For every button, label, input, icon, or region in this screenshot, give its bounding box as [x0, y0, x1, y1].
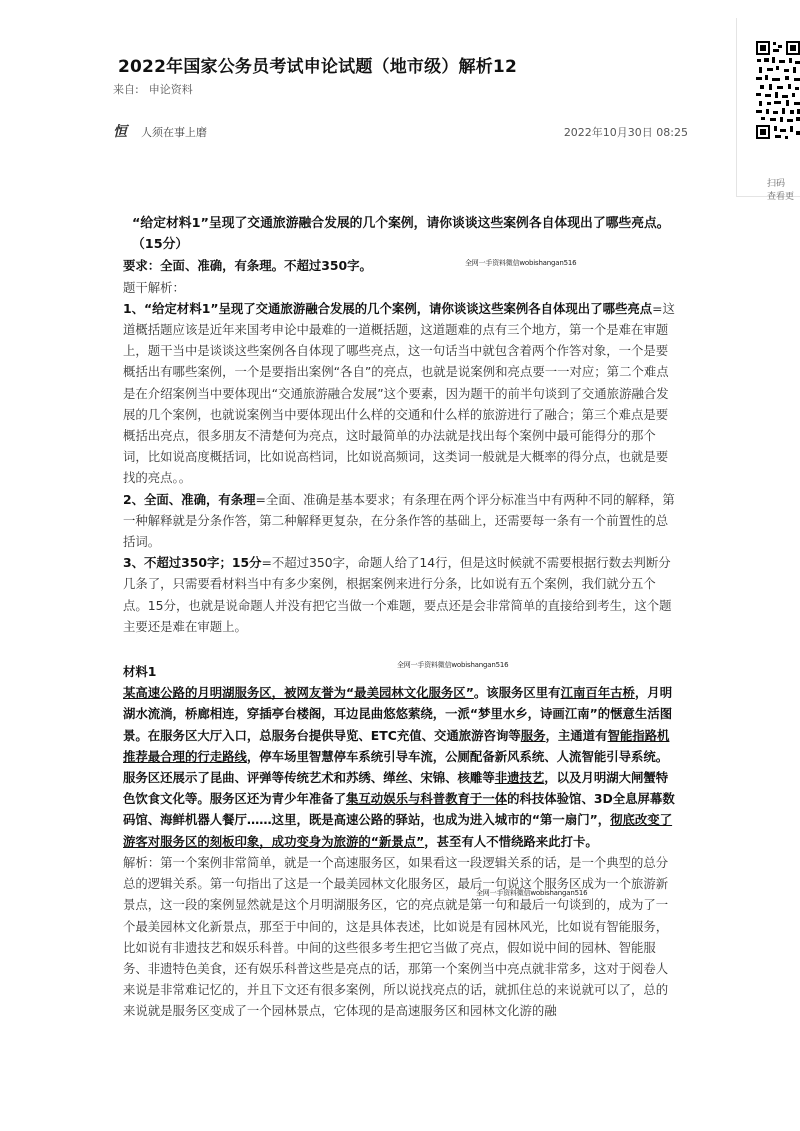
author-name[interactable]: 人须在事上磨: [141, 126, 207, 139]
source-label: 来自:: [113, 83, 139, 96]
article-body: [123, 213, 678, 1022]
watermark: 全网一手资料微信wobishangan516: [465, 259, 577, 267]
qr-code-icon[interactable]: [755, 40, 800, 140]
point-text: =全面、准确是基本要求；有条理在两个评分标准当中有两种不同的解释，第一种解释就是分条作答，第二种解释更复杂，在分条作答的基础上，还需要每一条有一个前置性的总括词。: [123, 491, 675, 550]
material-text: ，月明湖水流淌，桥廊相连，穿插亭台楼阁，耳边昆曲悠悠萦绕，一派“梦里水乡，诗画江南”的惬意生活图景。在服务区大厅入口，总服务台提供导览、ETC充值、交通旅游咨询等: [123, 685, 673, 743]
material-text: ，甚至有人不惜绕路来此打卡。: [424, 833, 598, 849]
qr-caption-line2: 查看更: [767, 192, 795, 202]
material-text: 。该服务区里有: [473, 685, 561, 701]
author-row: [113, 122, 688, 140]
material-highlight: 服务: [520, 727, 546, 743]
material-highlight: 江南百年古桥: [560, 685, 635, 701]
watermark: 全网一手资料微信wobishangan516: [476, 889, 588, 897]
publish-date: 2022年10月30日 08:25: [563, 126, 688, 139]
material-text: 的科技体验馆、3D全息屏幕数码馆、海鲜机器人餐厅……这里，既是高速公路的驿站，也成为进入城市的“第一扇门”，: [123, 791, 675, 828]
point-lead: 2、全面、准确，有条理: [123, 491, 256, 507]
analysis-point: [123, 489, 678, 553]
analysis-text: 第一个案例非常简单，就是一个高速服务区，如果看这一段逻辑关系的话，是一个典型的总分总的逻辑关系。第一句指出了这是一个最美园林文化服务区，最后一句说这个服务区成为一个旅游新景点，这一段的案例显然就是这个月明湖服务区，它的亮点就是第一句和最后一句谈到的，成为了一个最美园林文化新景点，那至于中间的，这是具体表述，比如说是有园林风光，比如说有智能服务，比如说有非遗技艺和娱乐科普。中间的这些很多考生把它当做了亮点，假如说中间的园林、智能服务、非遗特色美食，还有娱乐科普这些是亮点的话，那第一个案例当中亮点就非常多，这对于阅卷人来说是非常难记忆的，并且下文还有很多案例，所以说找亮点的话，就抓住总的来说就可以了，总的来说就是服务区变成了一个园林景点，它体现的是高速服务区和园林文化游的融: [123, 854, 669, 1019]
qr-panel: [736, 18, 800, 202]
material-highlight: 集互动娱乐与科普教育于一体: [346, 791, 508, 807]
question-heading: “给定材料1”呈现了交通旅游融合发展的几个案例，请你谈谈这些案例各自体现出了哪些亮点。（15分）: [132, 216, 670, 253]
watermark: 全网一手资料微信wobishangan516: [397, 661, 509, 669]
material-highlight: 智能指路机推荐最合理的行走路线: [123, 727, 670, 764]
analysis-point: [123, 298, 678, 489]
qr-caption-line1: 扫码: [767, 179, 786, 189]
author-avatar[interactable]: 恒: [113, 124, 127, 140]
article-source: [113, 81, 203, 97]
qr-caption: [767, 178, 794, 204]
material-highlight: 彻底改变了游客对服务区的刻板印象，成功变身为旅游的“新景点”: [123, 812, 673, 849]
point-lead: 3、不超过350字；15分: [123, 555, 262, 571]
source-name[interactable]: 申论资料: [148, 83, 193, 96]
point-text: =这道概括题应该是近年来国考申论中最难的一道概括题，这道题难的点有三个地方，第一个是难在审题上，题干当中是谈谈这些案例各自体现了哪些亮点，这一句话当中就包含着两个作答对象，一个是要概括出有哪些案例，一个是要指出案例“各自”的亮点，也就是说案例和亮点要一一对应；第二个难点是在介绍案例当中要体现出“交通旅游融合发展”这个要素，因为题干的前半句谈到了交通旅游融合发展的几个案例，也就说案例当中要体现出什么样的交通和什么样的旅游进行了融合；第三个难点是要概括出亮点，很多朋友不清楚何为亮点，这时最简单的办法就是找出每个案例中最可能得分的那个词，比如说高度概括词，比如说高档词，比如说高频词，这类词一般就是大概率的得分点，也就是要找的亮点。。: [123, 300, 675, 486]
material-text: ，停车场里智慧停车系统引导车流，公厕配备新风系统、人流智能引导系统。服务区还展示了昆曲、评弹等传统艺术和苏绣、缂丝、宋锦、核雕等: [123, 748, 669, 786]
analysis-paragraph: [123, 852, 678, 1022]
material-heading: 材料1: [123, 664, 157, 680]
material-highlight: 某高速公路的月明湖服务区，被网友誉为“最美园林文化服务区”: [123, 685, 474, 701]
point-text: =不超过350字，命题人给了14行，但是这时候就不需要根据行数去判断分几条了，只需要看材料当中有多少案例，根据案例来进行分条，比如说有五个案例，我们就分五个点。15分，也就是说命题人并没有把它当做一个难题，要点还是会非常简单的直接给到考生，这个题主要还是难在审题上。: [123, 555, 672, 634]
material-text: ，主通道有: [545, 727, 608, 743]
analysis-prefix: 解析：: [123, 854, 161, 870]
analysis-point: [123, 552, 678, 637]
material-highlight: 非遗技艺: [494, 770, 545, 786]
material-paragraph: [123, 682, 678, 852]
article-title: 2022年国家公务员考试申论试题（地市级）解析12: [118, 57, 517, 77]
material-text: ，以及月明湖大闸蟹特色饮食文化等。服务区还为青少年准备了: [123, 770, 669, 807]
analysis-label: 题干解析：: [123, 279, 185, 295]
question-requirement: 要求：全面、准确，有条理。不超过350字。: [123, 258, 372, 274]
point-lead: 1、“给定材料1”呈现了交通旅游融合发展的几个案例，请你谈谈这些案例各自体现出了哪些亮点: [123, 300, 653, 316]
